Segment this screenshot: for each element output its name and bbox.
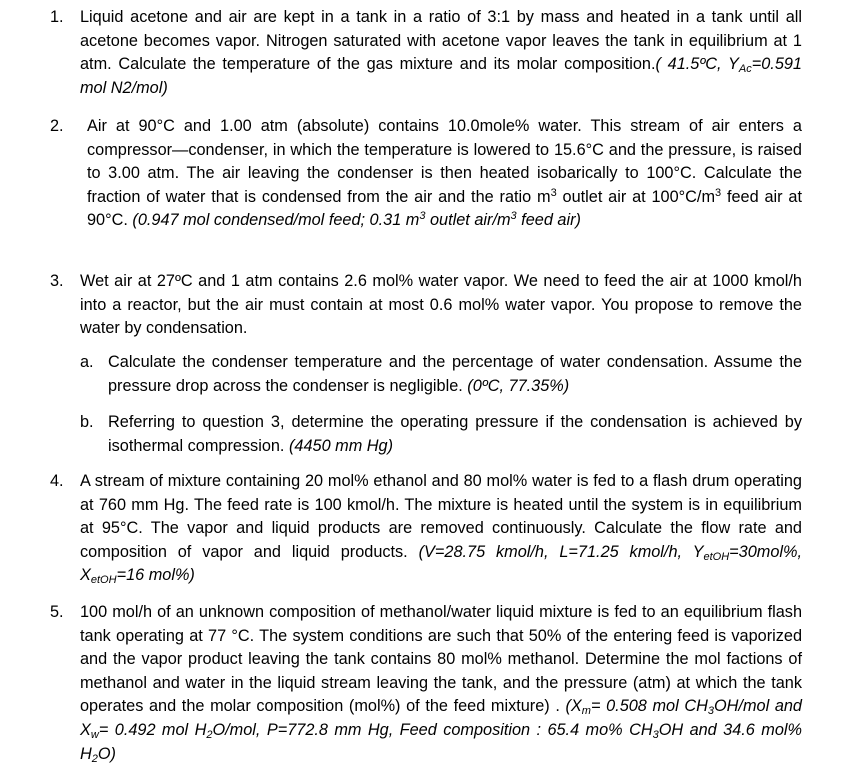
part-letter: b. [80,413,94,431]
problem-number: 3. [50,272,64,290]
answer: (0.947 mol condensed/mol feed; 0.31 $m^3$ outlet air/$m^3$ feed air) [127,210,581,230]
problem-number: 1. [50,8,64,26]
problem-text: Liquid acetone and air are kept in a tank in a ratio of 3:1 by mass and heated in a tank until all acetone becomes vapor. Nitrogen saturated with acetone vapor leaves the tank in equilibrium at 1 atm. Calculate the temperature of the gas mixture and its molar composition.( 41.5ºC, $Y_{Ac}=0.591$ mol N2/mol) [80,8,802,97]
problem-number: 5. [50,603,64,621]
problem-number: 2. [50,117,64,135]
problem-text: Air at 90°C and 1.00 atm (absolute) contains 10.0mole% water. This stream of air enters a compressor—condenser, in which the temperature is lowered to 15.6°C and the pressure, is raised to 3.00 atm. The air leaving the condenser is then heated isobarically to 100°C. Calculate the fraction of water that is condensed from the air and the ratio $m^3$ outlet air at $100^\circ C/m^3$ feed air at 90°C. (0.947 mol condensed/mol feed; 0.31 $m^3$ outlet air/$m^3$ feed air) [87,117,802,230]
problem-text: Wet air at 27ºC and 1 atm contains 2.6 mol% water vapor. We need to feed the air at 1000 kmol/h into a reactor, but the air must contain at most 0.6 mol% water vapor. You propose to remove the water by condensation. [80,272,802,338]
part-letter: a. [80,353,94,371]
problem-number: 4. [50,472,64,490]
answer: ($X_m= 0.508$ mol $CH_3OH$/mol and $X_w= 0.492$ mol $H_2O$/mol, P=772.8 mm Hg, Feed composition : 65.4 mo% $CH_3OH$ and 34.6 mol% $H_2O$) [80,697,802,765]
part-text: Calculate the condenser temperature and the percentage of water condensation. Assume the pressure drop across the condenser is negligible. (0ºC, 77.35%) [108,353,802,395]
answer: (V=28.75 kmol/h, L=71.25 kmol/h, $Y_{etOH}=30mol\%$, $X_{etOH}=16$ mol%) [80,542,803,587]
answer: ( 41.5ºC, $Y_{Ac}=0.591$ mol N2/mol) [80,55,802,97]
answer: (0ºC, 77.35%) [462,376,570,395]
part-text: Referring to question 3, determine the operating pressure if the condensation is achieved by isothermal compression. (4450 mm Hg) [108,413,802,455]
problem-text: 100 mol/h of an unknown composition of methanol/water liquid mixture is fed to an equilibrium flash tank operating at 77 °C. The system conditions are such that 50% of the entering feed is vaporized and the vapor product leaving the tank contains 80 mol% methanol. Determine the mol factions of methanol and water in the liquid stream leaving the tank, and the pressure (atm) at which the tank operates and the molar composition (mol%) of the feed mixture) . ($X_m= 0.508$ mol $CH_3OH$/mol and $X_w= 0.492$ mol $H_2O$/mol, P=772.8 mm Hg, Feed composition : 65.4 mo% $CH_3OH$ and 34.6 mol% $H_2O$) [80,603,802,765]
answer: (4450 mm Hg) [284,436,394,455]
problem-text: A stream of mixture containing 20 mol% ethanol and 80 mol% water is fed to a flash drum operating at 760 mm Hg. The feed rate is 100 kmol/h. The mixture is heated until the system is in equilibrium at 95°C. The vapor and liquid products are removed continuously. Calculate the flow rate and composition of vapor and liquid products. (V=28.75 kmol/h, L=71.25 kmol/h, $Y_{etOH}=30mol\%$, $X_{etOH}=16$ mol%) [80,472,803,587]
